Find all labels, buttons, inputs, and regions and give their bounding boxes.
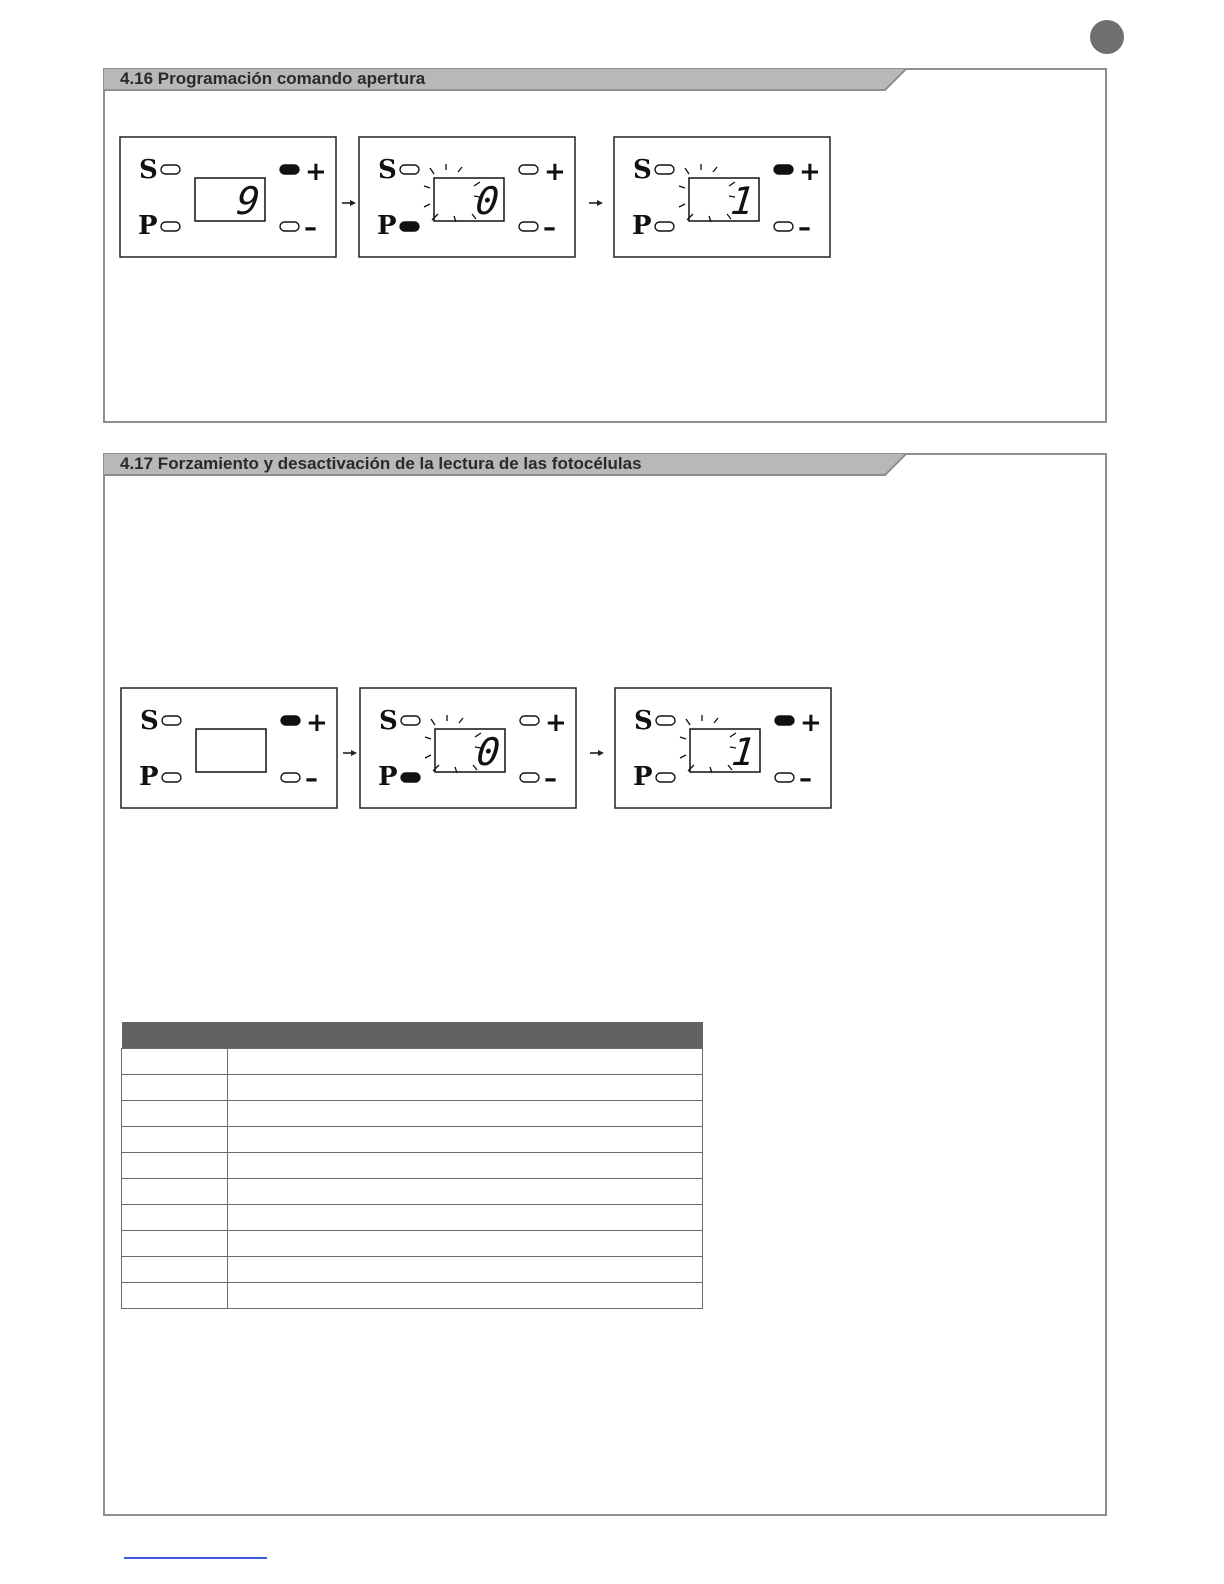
- table-row: [122, 1153, 703, 1179]
- plus-led-icon: [281, 716, 300, 725]
- table-row: [122, 1049, 703, 1075]
- control-panel-step-3: [613, 136, 831, 258]
- plus-button-label: +: [544, 157, 566, 187]
- minus-button-label: –: [543, 213, 556, 243]
- minus-button-label: –: [305, 764, 318, 794]
- s-button-label: S: [634, 706, 653, 736]
- display-digit: 1: [729, 730, 758, 774]
- table-cell: [228, 1127, 703, 1153]
- table-cell: [122, 1231, 228, 1257]
- p-led-icon: [656, 773, 675, 782]
- minus-led-icon: [520, 773, 539, 782]
- table-cell: [228, 1075, 703, 1101]
- plus-led-icon: [519, 165, 538, 174]
- control-panel-step-3: [614, 687, 832, 809]
- minus-led-icon: [519, 222, 538, 231]
- s-button-label: S: [140, 706, 159, 736]
- s-led-icon: [655, 165, 674, 174]
- minus-button-label: –: [304, 213, 317, 243]
- display-digit: 0: [474, 730, 503, 774]
- s-led-icon: [400, 165, 419, 174]
- s-led-icon: [401, 716, 420, 725]
- table-cell: [122, 1283, 228, 1309]
- control-panel-step-1: [119, 136, 337, 258]
- display-digit: 0: [473, 179, 502, 223]
- table-cell: [228, 1153, 703, 1179]
- table-row: [122, 1205, 703, 1231]
- display-digit: 1: [728, 179, 757, 223]
- p-button-label: P: [633, 762, 653, 792]
- table-cell: [122, 1127, 228, 1153]
- table-cell: [228, 1179, 703, 1205]
- section-title: 4.17 Forzamiento y desactivación de la lectura de las fotocélulas: [120, 454, 642, 473]
- table-cell: [228, 1257, 703, 1283]
- arrow-right-icon: [588, 195, 604, 205]
- p-led-icon: [401, 773, 420, 782]
- lcd-display: [196, 729, 266, 772]
- plus-led-icon: [280, 165, 299, 174]
- table-header-row: [122, 1022, 703, 1049]
- arrow-right-icon: [342, 745, 358, 755]
- table-row: [122, 1127, 703, 1153]
- p-led-icon: [161, 222, 180, 231]
- table-row: [122, 1179, 703, 1205]
- p-button-label: P: [378, 762, 398, 792]
- section-4-17: [103, 453, 1107, 1516]
- p-led-icon: [655, 222, 674, 231]
- plus-led-icon: [775, 716, 794, 725]
- table-cell: [122, 1257, 228, 1283]
- plus-led-icon: [520, 716, 539, 725]
- minus-button-label: –: [798, 213, 811, 243]
- s-led-icon: [162, 716, 181, 725]
- control-panel-step-2: [358, 136, 576, 258]
- plus-button-label: +: [306, 708, 328, 738]
- s-button-label: S: [379, 706, 398, 736]
- table-cell: [228, 1231, 703, 1257]
- minus-led-icon: [774, 222, 793, 231]
- s-led-icon: [161, 165, 180, 174]
- table-cell: [228, 1205, 703, 1231]
- table-row: [122, 1257, 703, 1283]
- p-led-icon: [162, 773, 181, 782]
- table-cell: [228, 1283, 703, 1309]
- plus-button-label: +: [305, 157, 327, 187]
- s-button-label: S: [633, 155, 652, 185]
- plus-led-icon: [774, 165, 793, 174]
- s-led-icon: [656, 716, 675, 725]
- p-button-label: P: [377, 211, 397, 241]
- minus-led-icon: [281, 773, 300, 782]
- display-digit: 9: [234, 179, 263, 223]
- p-button-label: P: [138, 211, 158, 241]
- control-panel-step-1: [120, 687, 338, 809]
- table-cell: [228, 1049, 703, 1075]
- s-button-label: S: [139, 155, 158, 185]
- table-cell: [122, 1049, 228, 1075]
- footer-link-line: [124, 1557, 267, 1559]
- section-header: [103, 453, 907, 477]
- table-cell: [122, 1153, 228, 1179]
- minus-led-icon: [775, 773, 794, 782]
- parameter-table: [121, 1022, 703, 1309]
- table-cell: [122, 1179, 228, 1205]
- arrow-right-icon: [589, 745, 605, 755]
- arrow-right-icon: [341, 195, 357, 205]
- section-title: 4.16 Programación comando apertura: [120, 69, 426, 88]
- plus-button-label: +: [800, 708, 822, 738]
- table-cell: [122, 1101, 228, 1127]
- minus-button-label: –: [544, 764, 557, 794]
- p-led-icon: [400, 222, 419, 231]
- p-button-label: P: [632, 211, 652, 241]
- table-row: [122, 1283, 703, 1309]
- table-row: [122, 1231, 703, 1257]
- plus-button-label: +: [545, 708, 567, 738]
- minus-led-icon: [280, 222, 299, 231]
- section-header: [103, 68, 907, 92]
- control-panel-step-2: [359, 687, 577, 809]
- table-cell: [122, 1075, 228, 1101]
- table-row: [122, 1101, 703, 1127]
- minus-button-label: –: [799, 764, 812, 794]
- table-cell: [228, 1101, 703, 1127]
- s-button-label: S: [378, 155, 397, 185]
- table-row: [122, 1075, 703, 1101]
- table-cell: [122, 1205, 228, 1231]
- page-number-marker: [1090, 20, 1124, 54]
- plus-button-label: +: [799, 157, 821, 187]
- p-button-label: P: [139, 762, 159, 792]
